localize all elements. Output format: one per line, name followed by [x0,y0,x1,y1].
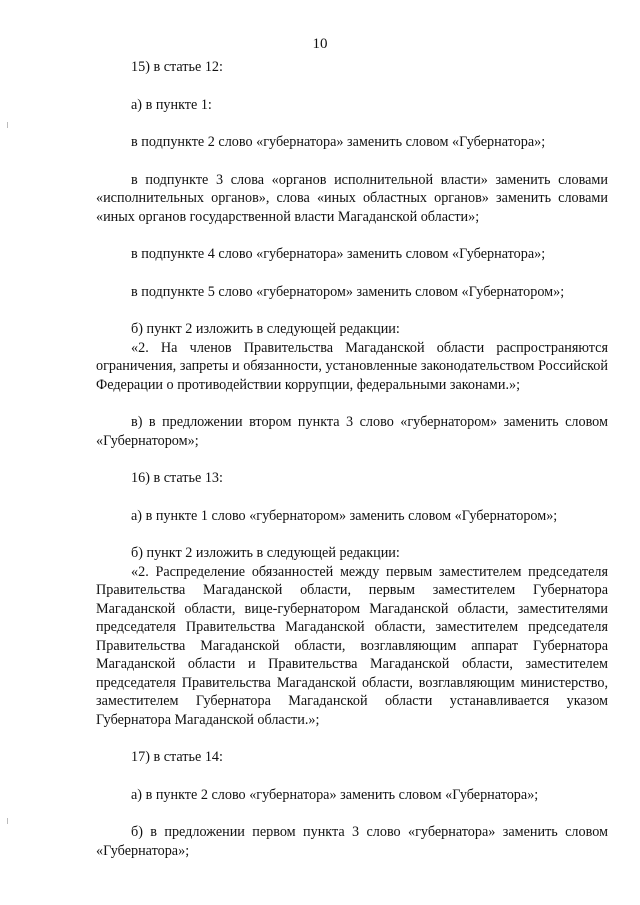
article-heading: 16) в статье 13: [131,470,223,486]
amendment-paragraph: в подпункте 4 слово «губернатора» заменить словом «Губернатора»; [131,246,546,262]
quoted-text: «2. Распределение обязанностей между первым заместителем председателя Правительства Магаданской области, первым заместителем Губернатора Магаданской области, вице-губернатором Магаданской области, заместителями председателя Правительства Магаданской области, заместителем председателя Правительства Магаданской области, возглавляющим аппарат Губернатора Магаданской области и Правительства Магаданской области, заместителем председателя Правительства Магаданской области, возглавляющим министерство, заместителем Губернатора Магаданской области устанавливается указом Губернатора Магаданской области.»; [96,563,608,728]
amendment-paragraph: в подпункте 3 слова «органов исполнительной власти» заменить словами «исполнительных органов», слова «иных областных органов» заменить словами «иных органов государственной власти Магаданской области»; [96,171,608,225]
page-number: 10 [312,36,328,52]
margin-mark [7,818,8,824]
margin-mark [7,122,8,128]
amendment-paragraph: б) в предложении первом пункта 3 слово «губернатора» заменить словом «Губернатора»; [96,824,608,859]
amendment-paragraph: б) пункт 2 изложить в следующей редакции: [131,545,400,561]
document-body [96,58,608,860]
amendment-paragraph: а) в пункте 1 слово «губернатором» заменить словом «Губернатором»; [131,507,558,524]
article-heading: 17) в статье 14: [131,749,223,765]
amendment-paragraph: б) пункт 2 изложить в следующей редакции: [131,321,400,337]
quoted-text: «2. На членов Правительства Магаданской области распространяются ограничения, запреты и обязанности, установленные законодательством Российской Федерации о противодействии коррупции, федеральными законами.»; [96,339,608,393]
amendment-paragraph: в подпункте 2 слово «губернатора» заменить словом «Губернатора»; [131,134,546,150]
subitem-heading: а) в пункте 1: [131,96,212,113]
amendment-paragraph: в) в предложении втором пункта 3 слово «губернатором» заменить словом «Губернатором»; [96,414,608,449]
amendment-paragraph: в подпункте 5 слово «губернатором» заменить словом «Губернатором»; [131,283,565,300]
article-heading: 15) в статье 12: [131,59,223,75]
amendment-paragraph: а) в пункте 2 слово «губернатора» заменить словом «Губернатора»; [131,786,539,803]
